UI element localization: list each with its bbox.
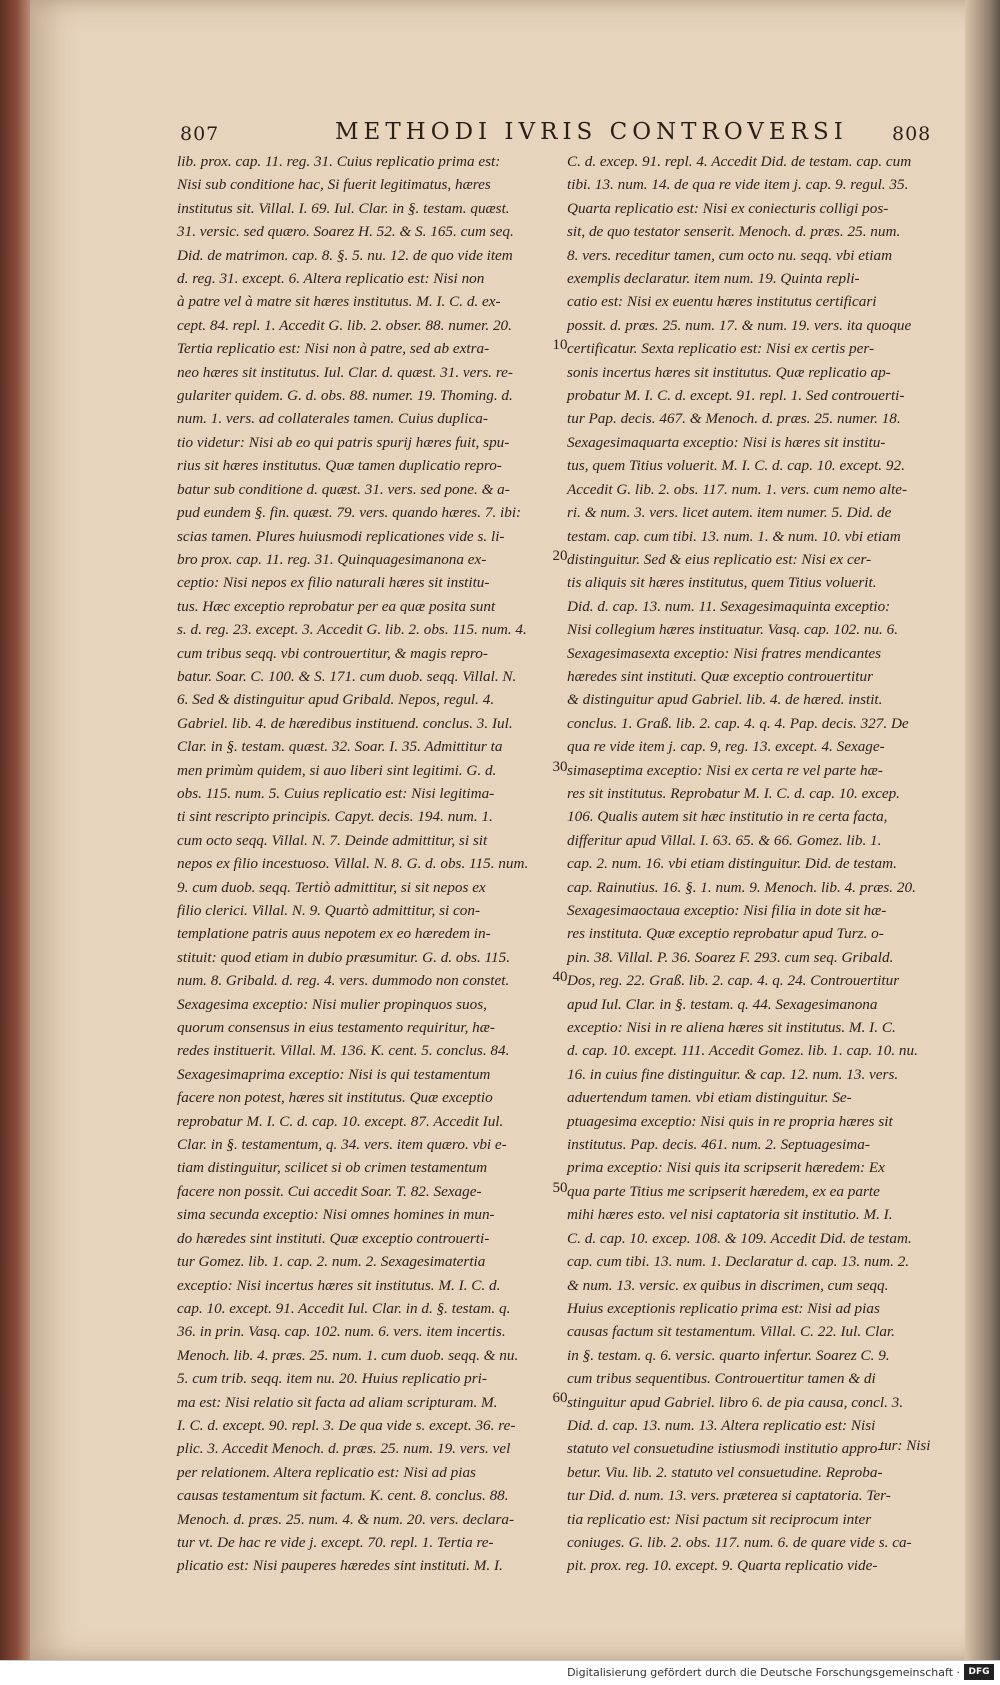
text-line: tus, quem Titius voluerit. M. I. C. d. cap. 10. except. 92. xyxy=(567,457,905,475)
text-line: sima secunda exceptio: Nisi omnes homines in mun- xyxy=(177,1206,495,1224)
text-line: institutus sit. Villal. I. 69. Iul. Clar. in §. testam. quæst. xyxy=(177,199,510,217)
left-text-column xyxy=(177,150,529,1575)
text-line: in §. testam. q. 6. versic. quarto infertur. Soarez C. 9. xyxy=(567,1346,890,1364)
text-line: d. reg. 31. except. 6. Altera replicatio est: Nisi non xyxy=(177,270,485,288)
text-line: rius sit hæres institutus. Quæ tamen duplicatio repro- xyxy=(177,457,502,475)
text-line: tur Gomez. lib. 1. cap. 2. num. 2. Sexagesimatertia xyxy=(177,1253,486,1271)
text-line: ma est: Nisi relatio sit facta ad aliam scripturam. M. xyxy=(177,1393,498,1411)
text-line: 31. versic. sed quæro. Soarez H. 52. & S. 165. cum seq. xyxy=(177,223,514,241)
text-line: Nisi collegium hæres instituatur. Vasq. cap. 102. nu. 6. xyxy=(567,621,899,639)
text-line: Menoch. d. præs. 25. num. 4. & num. 20. vers. declara- xyxy=(177,1510,515,1528)
text-line: men primùm quidem, si auo liberi sint legitimi. G. d. xyxy=(177,761,497,779)
text-line: stinguitur apud Gabriel. libro 6. de pia causa, concl. 3. xyxy=(567,1393,904,1411)
text-line: tur Pap. decis. 467. & Menoch. d. præs. 25. numer. 18. xyxy=(567,410,901,428)
text-line: possit. d. præs. 25. num. 17. & num. 19. vers. ita quoque xyxy=(567,316,912,334)
text-line: testam. cap. cum tibi. 13. num. 1. & num. 10. vbi etiam xyxy=(567,527,901,545)
footer-bar xyxy=(0,1660,1000,1685)
text-line: batur. Soar. C. 100. & S. 171. cum duob. seqq. Villal. N. xyxy=(177,667,517,685)
right-page-number: 808 xyxy=(892,123,932,145)
text-line: Gabriel. lib. 4. de hæredibus instituend. conclus. 3. Iul. xyxy=(177,714,513,732)
text-line: Sexagesimaquarta exceptio: Nisi is hæres sit institu- xyxy=(567,433,886,451)
text-line: neo hæres sit institutus. Iul. Clar. d. quæst. 31. vers. re- xyxy=(177,363,513,381)
text-line: certificatur. Sexta replicatio est: Nisi ex certis per- xyxy=(567,340,875,358)
text-line: reprobatur M. I. C. d. cap. 10. except. 87. Accedit Iul. xyxy=(177,1112,504,1130)
text-line: cum tribus seqq. vbi controuertitur, & magis repro- xyxy=(177,644,488,662)
text-line: exemplis declaratur. item num. 19. Quinta repli- xyxy=(567,270,860,288)
text-line: Clar. in §. testamentum, q. 34. vers. item quæro. vbi e- xyxy=(177,1136,507,1154)
text-line: conclus. 1. Graß. lib. 2. cap. 4. q. 4. Pap. decis. 327. De xyxy=(567,714,909,732)
text-line: distinguitur. Sed & eius replicatio est: Nisi ex cer- xyxy=(567,550,872,568)
text-line: scias tamen. Plures huiusmodi replicationes vide s. li- xyxy=(177,527,505,545)
text-line: apud Iul. Clar. in §. testam. q. 44. Sexagesimanona xyxy=(567,995,878,1013)
text-line: 5. cum trib. seqq. item nu. 20. Huius replicatio pri- xyxy=(177,1370,487,1388)
text-line: betur. Viu. lib. 2. statuto vel consuetudine. Reproba- xyxy=(567,1463,883,1481)
text-line: cap. 2. num. 16. vbi etiam distinguitur. Did. de testam. xyxy=(567,855,897,873)
text-line: institutus. Pap. decis. 461. num. 2. Septuagesima- xyxy=(567,1136,870,1154)
text-line: lib. prox. cap. 11. reg. 31. Cuius replicatio prima est: xyxy=(177,153,501,170)
text-line: à patre vel à matre sit hæres institutus. M. I. C. d. ex- xyxy=(177,293,501,311)
text-line: simaseptima exceptio: Nisi ex certa re vel parte hæ- xyxy=(567,761,883,779)
book-binding xyxy=(0,0,30,1684)
text-line: obs. 115. num. 5. Cuius replicatio est: Nisi legitima- xyxy=(177,784,495,802)
text-line: tiam distinguitur, scilicet si ob crimen testamentum xyxy=(177,1159,488,1177)
text-line: bro prox. cap. 11. reg. 31. Quinquagesimanona ex- xyxy=(177,550,487,568)
text-line: quorum consensus in eius testamento requiritur, hæ- xyxy=(177,1019,495,1037)
text-line: Nisi sub conditione hac, Si fuerit legitimatus, hæres xyxy=(177,176,491,194)
text-line: gulariter quidem. G. d. obs. 88. numer. 19. Thoming. d. xyxy=(177,387,513,405)
text-line: tur Did. d. num. 13. vers. præterea si captatoria. Ter- xyxy=(567,1487,891,1505)
text-line: 6. Sed & distinguitur apud Gribald. Nepos, regul. 4. xyxy=(177,691,495,709)
text-line: ti sint rescripto principis. Capyt. decis. 194. num. 1. xyxy=(177,808,493,826)
left-page-number: 807 xyxy=(180,123,220,145)
text-line: tibi. 13. num. 14. de qua re vide item j. cap. 9. regul. 35. xyxy=(567,176,909,194)
text-line: mihi hæres esto. vel nisi captatoria sit institutio. M. I. xyxy=(567,1206,893,1224)
text-line: plicatio est: Nisi pauperes hæredes sint instituti. M. I. xyxy=(177,1557,503,1575)
text-line: res instituta. Quæ exceptio reprobatur apud Turz. o- xyxy=(567,925,884,943)
text-line: tio videtur: Nisi ab eo qui patris spurij hæres fuit, spu- xyxy=(177,433,510,451)
text-line: Sexagesima exceptio: Nisi mulier propinquos suos, xyxy=(177,995,487,1013)
text-line: plic. 3. Accedit Menoch. d. præs. 25. num. 19. vers. vel xyxy=(177,1440,511,1458)
text-line: hæredes sint instituti. Quæ exceptio controuertitur xyxy=(567,667,873,685)
text-line: Did. de matrimon. cap. 8. §. 5. nu. 12. de quo vide item xyxy=(177,246,513,264)
margin-line-number: 30 xyxy=(552,759,568,775)
text-line: num. 1. vers. ad collaterales tamen. Cuius duplica- xyxy=(177,410,488,428)
text-line: facere non possit. Cui accedit Soar. T. 82. Sexage- xyxy=(177,1182,482,1200)
text-line: cept. 84. repl. 1. Accedit G. lib. 2. obser. 88. numer. 20. xyxy=(177,316,512,334)
text-line: pin. 38. Villal. P. 36. Soarez F. 293. cum seq. Gribald. xyxy=(567,948,894,966)
margin-line-number: 50 xyxy=(552,1180,568,1196)
running-title: METHODI IVRIS CONTROVERSI xyxy=(335,119,848,145)
text-line: num. 8. Gribald. d. reg. 4. vers. dummodo non constet. xyxy=(177,972,510,990)
text-line: ceptio: Nisi nepos ex filio naturali hæres sit institu- xyxy=(177,574,490,592)
text-line: cum tribus sequentibus. Controuertitur tamen & di xyxy=(567,1370,876,1388)
text-line: Dos, reg. 22. Graß. lib. 2. cap. 4. q. 24. Controuertitur xyxy=(567,972,900,990)
text-line: templatione patris auus nepotem ex eo hæredem in- xyxy=(177,925,491,943)
catchword: tur: Nisi xyxy=(880,1438,931,1454)
text-line: tur vt. De hac re vide j. except. 70. repl. 1. Tertia re- xyxy=(177,1533,494,1551)
margin-line-number: 10 xyxy=(552,337,568,353)
text-line: Tertia replicatio est: Nisi non à patre, sed ab extra- xyxy=(177,340,490,358)
text-line: sit, de quo testator senserit. Menoch. d. præs. 25. num. xyxy=(567,223,901,241)
text-line: causas factum sit testamentum. Villal. C. 22. Iul. Clar. xyxy=(567,1323,895,1341)
text-line: pud eundem §. fin. quæst. 79. vers. quando hæres. 7. ibi: xyxy=(177,504,522,522)
text-line: Did. d. cap. 13. num. 13. Altera replicatio est: Nisi xyxy=(567,1416,876,1434)
text-line: nepos ex filio incestuoso. Villal. N. 8. G. d. obs. 115. num. xyxy=(177,855,529,873)
text-line: differitur apud Villal. I. 63. 65. & 66. Gomez. lib. 1. xyxy=(567,831,882,849)
text-line: coniuges. G. lib. 2. obs. 117. num. 6. de quare vide s. ca- xyxy=(567,1533,912,1551)
text-line: prima exceptio: Nisi quis ita scripserit hæredem: Ex xyxy=(567,1159,885,1177)
text-line: cap. cum tibi. 13. num. 1. Declaratur d. cap. 13. num. 2. xyxy=(567,1253,910,1271)
text-line: Clar. in §. testam. quæst. 32. Soar. I. 35. Admittitur ta xyxy=(177,738,503,756)
text-line: I. C. d. except. 90. repl. 3. De qua vide s. except. 36. re- xyxy=(177,1416,516,1434)
text-line: facere non potest, hæres sit institutus. Quæ exceptio xyxy=(177,1089,493,1107)
text-line: redes instituerit. Villal. M. 136. K. cent. 5. conclus. 84. xyxy=(177,1042,510,1060)
text-line: stituit: quod etiam in dubio præsumitur. G. d. obs. 115. xyxy=(177,948,511,966)
text-line: causas testamentum sit factum. K. cent. 8. conclus. 88. xyxy=(177,1487,509,1505)
text-line: Sexagesimasexta exceptio: Nisi fratres mendicantes xyxy=(567,644,882,662)
text-line: batur sub conditione d. quæst. 31. vers. sed pone. & a- xyxy=(177,480,510,498)
text-line: Quarta replicatio est: Nisi ex coniecturis colligi pos- xyxy=(567,199,889,217)
text-line: 36. in prin. Vasq. cap. 102. num. 6. vers. item incertis. xyxy=(177,1323,506,1341)
page-edge xyxy=(965,0,1000,1660)
text-line: d. cap. 10. except. 111. Accedit Gomez. lib. 1. cap. 10. nu. xyxy=(567,1042,918,1060)
text-line: per relationem. Altera replicatio est: Nisi ad pias xyxy=(177,1463,476,1481)
text-line: ri. & num. 3. vers. licet autem. item numer. 5. Did. de xyxy=(567,504,892,522)
text-line: do hæredes sint instituti. Quæ exceptio controuerti- xyxy=(177,1229,490,1247)
text-line: catio est: Nisi ex euentu hæres institutus certificari xyxy=(567,293,877,311)
text-line: tis aliquis sit hæres institutus, quem Titius voluerit. xyxy=(567,574,877,592)
text-line: cum octo seqq. Villal. N. 7. Deinde admittitur, si sit xyxy=(177,831,488,849)
text-line: cap. 10. except. 91. Accedit Iul. Clar. in d. §. testam. q. xyxy=(177,1299,511,1317)
text-line: Accedit G. lib. 2. obs. 117. num. 1. vers. cum nemo alte- xyxy=(567,480,908,498)
text-line: Menoch. lib. 4. præs. 25. num. 1. cum duob. seqq. & nu. xyxy=(177,1346,519,1364)
margin-line-number: 60 xyxy=(552,1390,568,1406)
text-line: ptuagesima exceptio: Nisi quis in re propria hæres sit xyxy=(567,1112,893,1130)
text-line: res sit institutus. Reprobatur M. I. C. d. cap. 10. excep. xyxy=(567,784,900,802)
text-line: probatur M. I. C. d. except. 91. repl. 1. Sed controuerti- xyxy=(567,387,905,405)
text-line: statuto vel consuetudine istiusmodi institutio appro- xyxy=(567,1440,883,1458)
text-line: qua parte Titius me scripserit hæredem, ex ea parte xyxy=(567,1182,880,1200)
text-line: Sexagesimaoctaua exceptio: Nisi filia in dote sit hæ- xyxy=(567,902,887,919)
text-line: 8. vers. receditur tamen, cum octo nu. seqq. vbi etiam xyxy=(567,246,893,264)
text-line: Huius exceptionis replicatio prima est: Nisi ad pias xyxy=(567,1299,880,1317)
text-line: C. d. cap. 10. excep. 108. & 109. Accedit Did. de testam. xyxy=(567,1229,912,1247)
text-line: C. d. excep. 91. repl. 4. Accedit Did. de testam. cap. cum xyxy=(567,153,912,170)
text-line: Did. d. cap. 13. num. 11. Sexagesimaquinta exceptio: xyxy=(567,597,891,615)
text-line: & distinguitur apud Gabriel. lib. 4. de hæred. instit. xyxy=(567,691,883,709)
text-line: 9. cum duob. seqq. Tertiò admittitur, si sit nepos ex xyxy=(177,878,486,896)
text-line: aduertendum tamen. vbi etiam distinguitur. Se- xyxy=(567,1089,852,1107)
dfg-logo-icon: DFG xyxy=(964,1664,994,1680)
text-line: exceptio: Nisi incertus hæres sit institutus. M. I. C. d. xyxy=(177,1276,501,1294)
margin-line-number: 40 xyxy=(552,969,568,985)
margin-line-number: 20 xyxy=(552,548,568,564)
footer-credit: Digitalisierung gefördert durch die Deutsche Forschungsgemeinschaft · xyxy=(567,1666,960,1679)
text-line: 106. Qualis autem sit hæc institutio in re certa facta, xyxy=(567,808,888,826)
text-line: filio clerici. Villal. N. 9. Quartò admittitur, si con- xyxy=(177,902,481,919)
text-line: qua re vide item j. cap. 9, reg. 13. except. 4. Sexage- xyxy=(567,738,885,756)
text-line: tus. Hæc exceptio reprobatur per ea quæ posita sunt xyxy=(177,597,496,615)
text-line: & num. 13. versic. ex quibus in discrimen, cum seqq. xyxy=(567,1276,889,1294)
text-line: 16. in cuius fine distinguitur. & cap. 12. num. 13. vers. xyxy=(567,1065,899,1083)
text-line: exceptio: Nisi in re aliena hæres sit institutus. M. I. C. xyxy=(567,1019,896,1037)
text-line: cap. Rainutius. 16. §. 1. num. 9. Menoch. lib. 4. præs. 20. xyxy=(567,878,916,896)
text-line: s. d. reg. 23. except. 3. Accedit G. lib. 2. obs. 115. num. 4. xyxy=(177,621,527,639)
text-line: tia replicatio est: Nisi pactum sit reciprocum inter xyxy=(567,1510,872,1528)
text-line: pit. prox. reg. 10. except. 9. Quarta replicatio vide- xyxy=(567,1557,878,1575)
text-line: Sexagesimaprima exceptio: Nisi is qui testamentum xyxy=(177,1065,491,1083)
text-line: sonis incertus hæres sit institutus. Quæ replicatio ap- xyxy=(567,363,891,381)
